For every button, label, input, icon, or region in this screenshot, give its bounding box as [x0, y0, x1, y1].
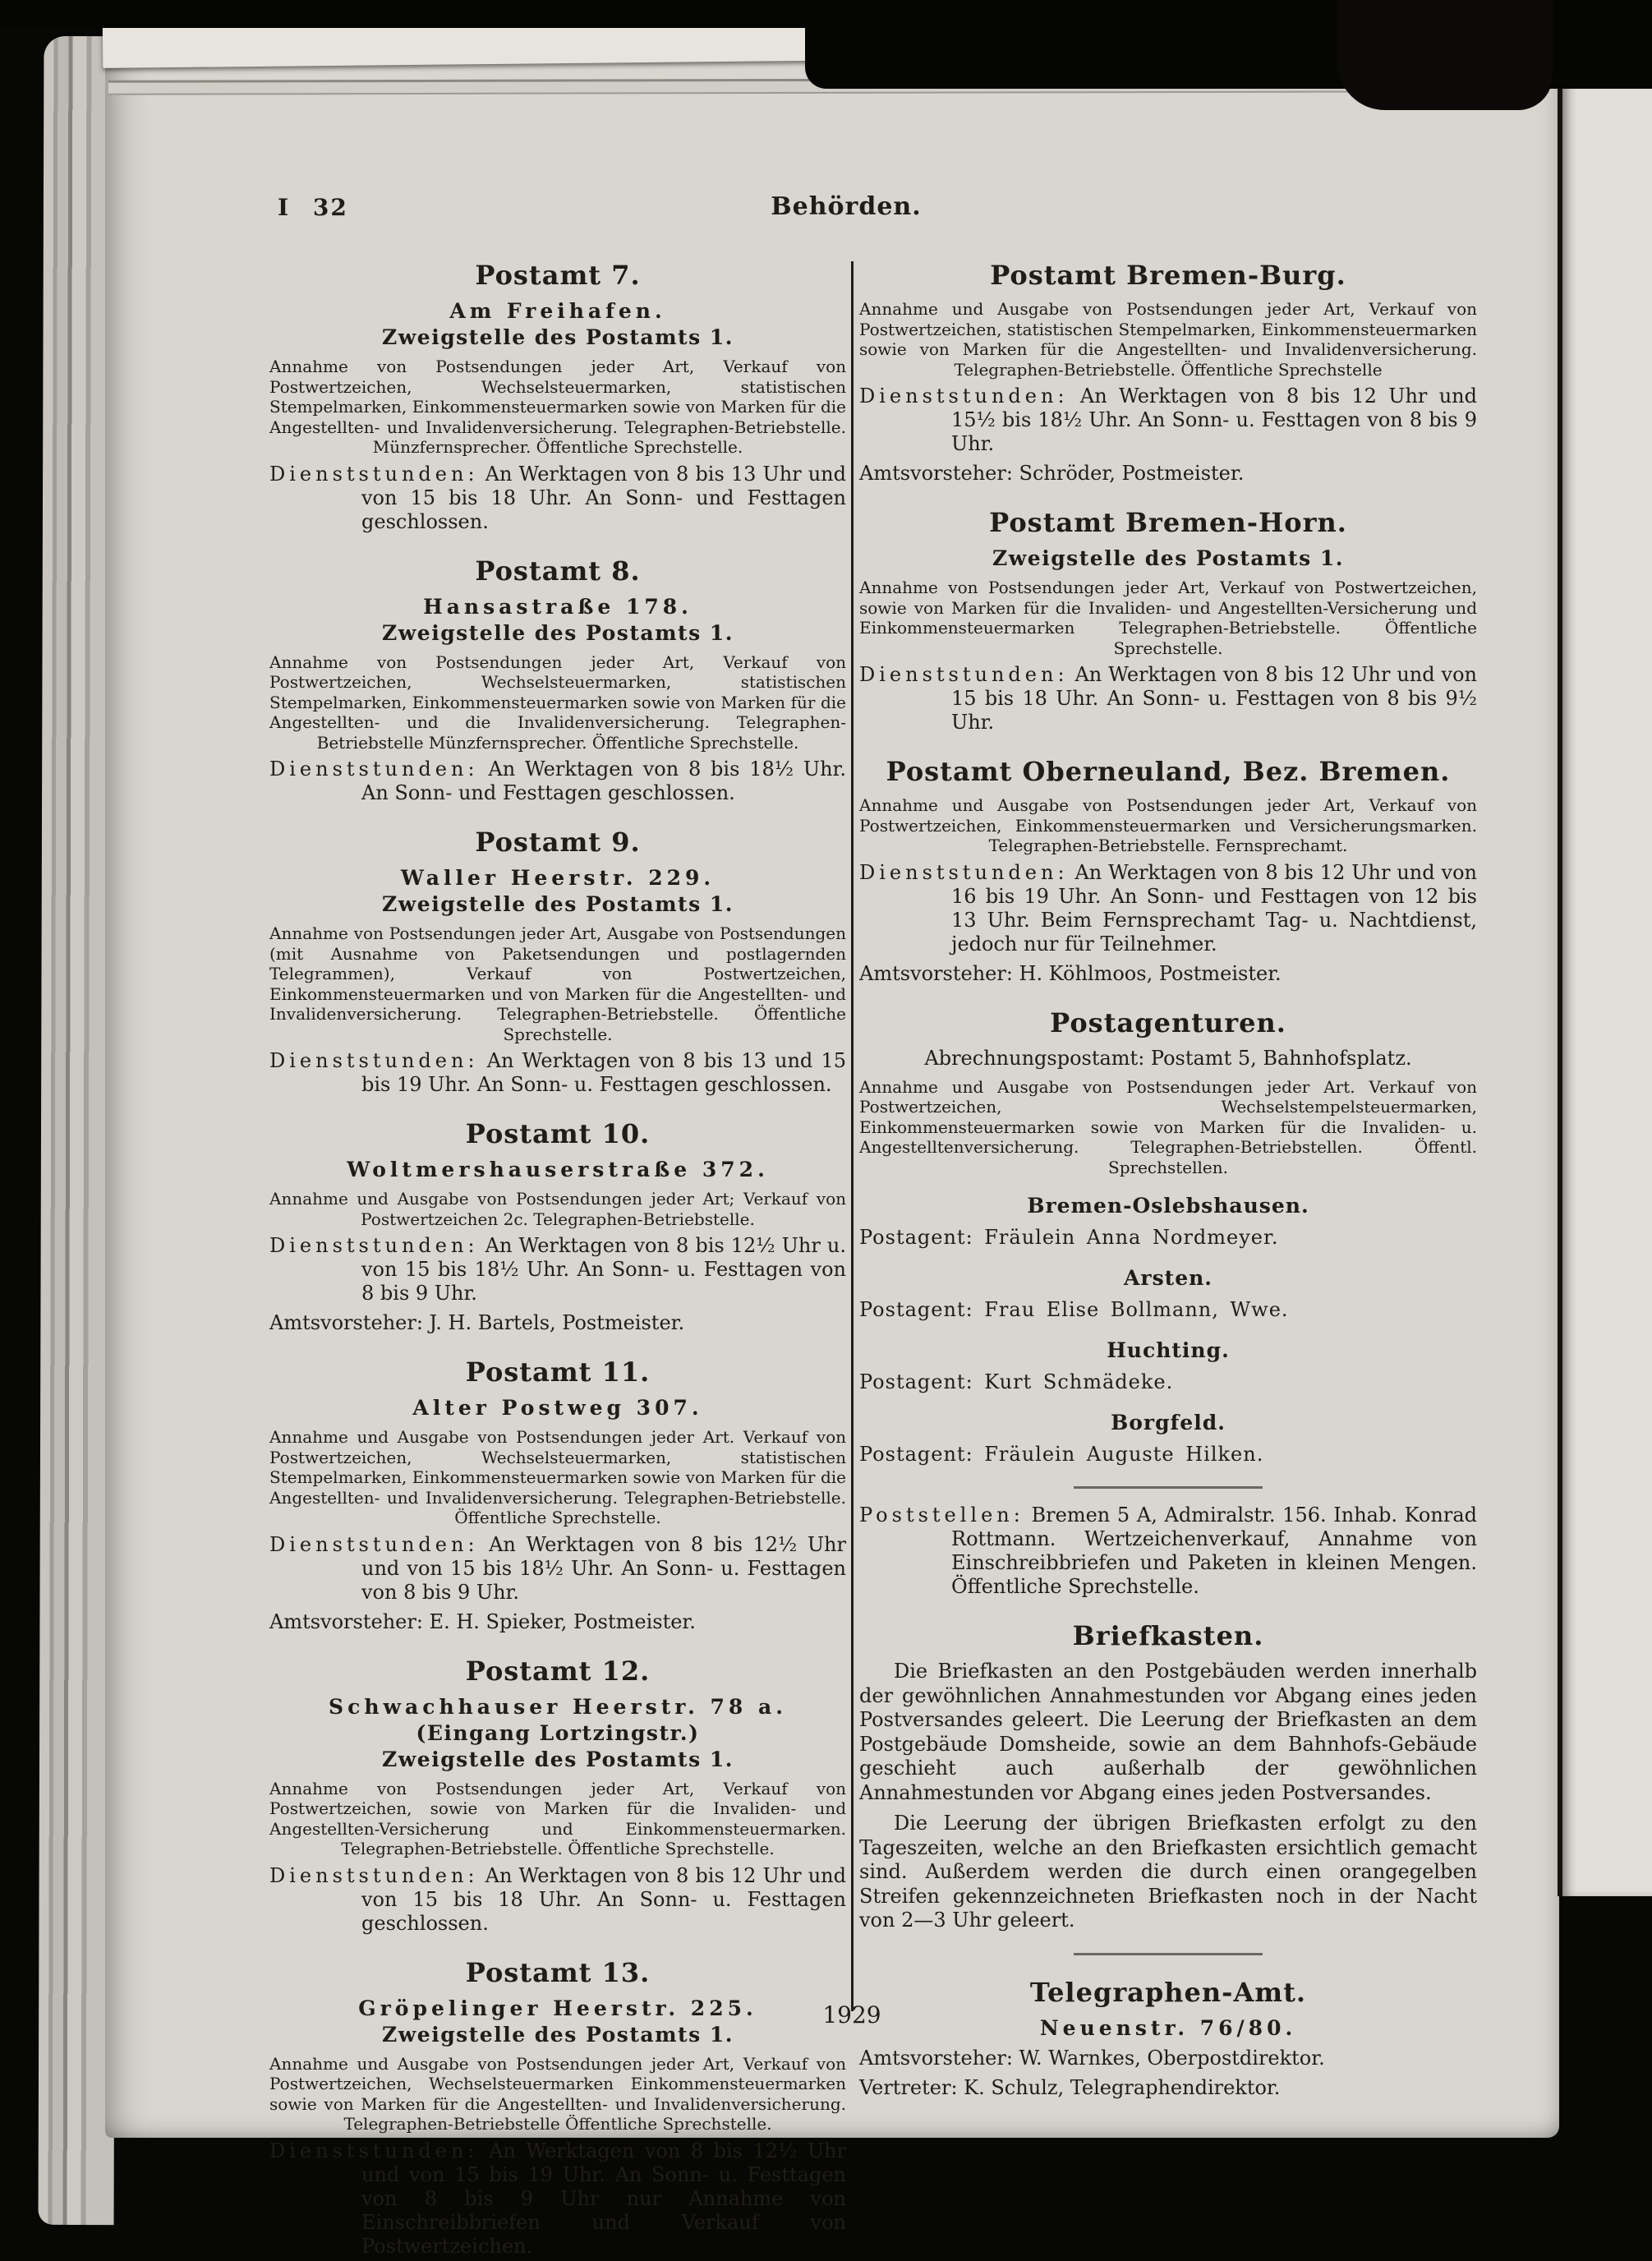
section-heading: Postamt Bremen-Burg. [990, 260, 1346, 291]
service-description: Annahme und Ausgabe von Postsendungen jeder Art, Verkauf von Postwertzeichen, Einkommensteuermarken und Versicherungsmarken. Telegraphen-Betriebstelle. Fernsprechamt. [859, 795, 1477, 855]
hours-text: An Werktagen von 8 bis 13 Uhr und von 15 bis 18 Uhr. An Sonn- und Festtagen geschlossen. [361, 462, 846, 533]
address-line: Neuenstr. 76/80. [1039, 2015, 1297, 2040]
locality-heading: Bremen-Oslebshausen. [1027, 1194, 1309, 1218]
service-description: Annahme und Ausgabe von Postsendungen jeder Art; Verkauf von Postwertzeichen 2c. Telegraphen-Betriebstelle. [269, 1189, 846, 1229]
section-rule [1074, 1953, 1263, 1955]
facing-page-edge [1558, 46, 1652, 1896]
hours-text: An Werktagen von 8 bis 12½ Uhr und von 15 bis 19 Uhr. An Sonn- u. Festtagen von 8 bis 9 Uhr nur Annahme von Einschreibbriefen und Verkauf von Postwertzeichen. [361, 2139, 846, 2258]
postagent-line: Postagent: Fräulein Auguste Hilken. [859, 1443, 1264, 1466]
hours-text: An Werktagen von 8 bis 12½ Uhr u. von 15 bis 18½ Uhr. An Sonn- u. Festtagen von 8 bis 9 Uhr. [361, 1234, 846, 1305]
hours-text: An Werktagen von 8 bis 12 Uhr und von 16 bis 19 Uhr. An Sonn- und Festtagen von 12 bis 13 Uhr. Beim Fernsprechamt Tag- u. Nachtdienst, jedoch nur für Teilnehmer. [951, 860, 1477, 956]
hours-text: An Werktagen von 8 bis 12 Uhr und 15½ bis 18½ Uhr. An Sonn- u. Festtagen von 8 bis 9 Uhr. [951, 385, 1477, 455]
section-heading: Postamt 7. [475, 260, 641, 291]
hours-label: Dienststunden: [269, 1234, 479, 1257]
section-heading: Postamt 12. [465, 1655, 651, 1687]
postagent-line: Postagent: Fräulein Anna Nordmeyer. [859, 1226, 1279, 1249]
hours-text: An Werktagen von 8 bis 18½ Uhr. An Sonn- und Festtagen geschlossen. [361, 758, 846, 804]
section-heading: Postamt 9. [475, 827, 641, 858]
body-paragraph: Die Leerung der übrigen Briefkasten erfolgt zu den Tageszeiten, welche an den Briefkasten ersichtlich gemacht sind. Außerdem werden die durch einen orangegelben Streifen gekennzeichneten Briefkasten noch in der Nacht von 2—3 Uhr geleert. [859, 1812, 1477, 1932]
branch-note: (Eingang Lortzingstr.) [416, 1720, 700, 1745]
service-hours [859, 385, 1477, 456]
service-description: Annahme von Postsendungen jeder Art, Verkauf von Postwertzeichen, Wechselsteuermarken, statistischen Stempelmarken, Einkommensteuermarken sowie von Marken für die Angestellten- und Invalidenversicherung. Telegraphen-Betriebstelle. Münzfernsprecher. Öffentliche Sprechstelle. [269, 357, 846, 457]
hours-text: Bremen 5 A, Admiralstr. 156. Inhab. Konrad Rottmann. Wertzeichenverkauf, Annahme von Einschreibbriefen und Paketen in kleinen Mengen. Öffentliche Sprechstelle. [951, 1503, 1477, 1598]
address-line: Alter Postweg 307. [412, 1396, 703, 1420]
section-heading: Postamt 8. [475, 555, 641, 587]
service-hours [269, 463, 846, 534]
folio-number: I 32 [278, 194, 348, 221]
branch-note: Zweigstelle des Postamts 1. [382, 620, 734, 645]
service-hours [859, 861, 1477, 956]
hours-label: Dienststunden: [269, 758, 479, 781]
service-description: Annahme von Postsendungen jeder Art, Ausgabe von Postsendungen (mit Ausnahme von Paketsendungen und postlagernden Telegrammen), Verkauf von Postwertzeichen, Einkommensteuermarken und von Marken für die Angestellten- und Invalidenversicherung. Telegraphen-Betriebstelle. Öffentliche Sprechstelle. [269, 923, 846, 1044]
branch-note: Zweigstelle des Postamts 1. [382, 325, 734, 349]
service-description: Annahme und Ausgabe von Postsendungen jeder Art. Verkauf von Postwertzeichen, Wechselsteuermarken, statistischen Stempelmarken, Einkommensteuermarken sowie von Marken für die Angestellten- und Invalidenversicherung. Telegraphen-Betriebstelle. Öffentliche Sprechstelle. [269, 1427, 846, 1527]
service-hours [269, 1234, 846, 1305]
official-line: Amtsvorsteher: H. Köhlmoos, Postmeister. [859, 961, 1282, 985]
branch-note: Zweigstelle des Postamts 1. [382, 892, 734, 916]
column-divider-rule [851, 261, 854, 2011]
running-header: Behörden. [771, 192, 922, 221]
locality-heading: Borgfeld. [1111, 1411, 1226, 1434]
hours-label: Dienststunden: [269, 1532, 479, 1556]
postagent-line: Postagent: Kurt Schmädeke. [859, 1370, 1174, 1393]
service-description: Annahme von Postsendungen jeder Art, Verkauf von Postwertzeichen, sowie von Marken für die Invaliden- und Angestellten-Versicherung und Einkommensteuermarken Telegraphen-Betriebstelle. Öffentliche Sprechstelle. [859, 578, 1477, 658]
hours-label: Dienststunden: [269, 1049, 479, 1072]
page-number: 1929 [822, 2001, 881, 2028]
section-heading: Telegraphen-Amt. [1029, 1976, 1307, 2008]
hours-label: Dienststunden: [269, 1863, 479, 1887]
address-line: Hansastraße 178. [423, 594, 693, 619]
official-line: Amtsvorsteher: E. H. Spieker, Postmeister. [269, 1609, 696, 1633]
section-heading: Postamt 11. [465, 1356, 651, 1388]
section-heading: Postagenturen. [1050, 1006, 1286, 1038]
address-line: Schwachhauser Heerstr. 78 a. [329, 1694, 787, 1719]
service-hours [859, 1503, 1477, 1599]
hours-label: Dienststunden: [269, 462, 479, 486]
right-column [859, 256, 1477, 2100]
official-line: Amtsvorsteher: J. H. Bartels, Postmeister. [269, 1311, 685, 1334]
address-line: Woltmershauserstraße 372. [347, 1158, 769, 1181]
address-line: Am Freihafen. [449, 299, 666, 323]
hours-text: An Werktagen von 8 bis 12 Uhr und von 15 bis 18 Uhr. An Sonn- u. Festtagen von 8 bis 9½ Uhr. [951, 663, 1477, 734]
section-rule [1074, 1486, 1263, 1489]
service-hours [269, 1049, 846, 1097]
binder-shadow [1337, 0, 1553, 110]
hours-label: Dienststunden: [859, 385, 1069, 408]
hours-label: Dienststunden: [269, 2139, 479, 2162]
branch-note: Zweigstelle des Postamts 1. [382, 2022, 734, 2047]
service-description: Annahme und Ausgabe von Postsendungen jeder Art, Verkauf von Postwertzeichen, statistischen Stempelmarken, Einkommensteuermarken sowie von Marken für die Angestellten- und Invalidenversicherung. Telegraphen-Betriebstelle. Öffentliche Sprechstelle [859, 299, 1477, 380]
section-heading: Postamt Bremen-Horn. [989, 507, 1347, 538]
official-line: Amtsvorsteher: W. Warnkes, Oberpostdirektor. [859, 2046, 1325, 2070]
official-line: Vertreter: K. Schulz, Telegraphendirektor. [859, 2075, 1281, 2099]
section-heading: Briefkasten. [1072, 1620, 1264, 1651]
service-description: Annahme von Postsendungen jeder Art, Verkauf von Postwertzeichen, sowie von Marken für die Invaliden- und Angestellten-Versicherung und Einkommensteuermarken. Telegraphen-Betriebstelle. Öffentliche Sprechstelle. [269, 1778, 846, 1858]
locality-heading: Huchting. [1107, 1338, 1230, 1362]
body-paragraph: Die Briefkasten an den Postgebäuden werden innerhalb der gewöhnlichen Annahmestunden vor Abgang eines jeden Postversandes geleert. Die Leerung der Briefkasten an dem Postgebäude Domsheide, sowie an dem Bahnhofs-Gebäude geschieht auch außerhalb der gewöhnlichen Annahmestunden vor Abgang eines jeden Postversandes. [859, 1660, 1477, 1804]
left-column [269, 256, 846, 2259]
branch-note: Zweigstelle des Postamts 1. [992, 546, 1344, 570]
hours-label: Dienststunden: [859, 663, 1069, 686]
service-hours [269, 2139, 846, 2259]
section-heading: Postamt 13. [465, 1956, 651, 1988]
locality-heading: Arsten. [1124, 1266, 1213, 1290]
service-description: Annahme von Postsendungen jeder Art, Verkauf von Postwertzeichen, Wechselsteuermarken, statistischen Stempelmarken, Einkommensteuermarken sowie von Marken für die Angestellten- und die Invalidenversicherung. Telegraphen-Betriebstelle Münzfernsprecher. Öffentliche Sprechstelle. [269, 652, 846, 753]
postagent-line: Postagent: Frau Elise Bollmann, Wwe. [859, 1298, 1289, 1321]
settlement-office-line: Abrechnungspostamt: Postamt 5, Bahnhofsplatz. [924, 1046, 1412, 1070]
hours-text: An Werktagen von 8 bis 12 Uhr und von 15 bis 18 Uhr. An Sonn- u. Festtagen geschlossen. [361, 1863, 846, 1935]
section-heading: Postamt Oberneuland, Bez. Bremen. [886, 756, 1451, 787]
branch-note: Zweigstelle des Postamts 1. [382, 1747, 734, 1771]
hours-text: An Werktagen von 8 bis 12½ Uhr und von 15 bis 18½ Uhr. An Sonn- u. Festtagen von 8 bis 9 Uhr. [361, 1532, 846, 1604]
service-description: Annahme und Ausgabe von Postsendungen jeder Art. Verkauf von Postwertzeichen, Wechselstempelsteuermarken, Einkommensteuermarken sowie von Marken für die Invaliden- u. Angestelltenversicherung. Telegraphen-Betriebstellen. Öffentl. Sprechstellen. [859, 1076, 1477, 1177]
service-hours [269, 1864, 846, 1936]
section-heading: Postamt 10. [465, 1118, 651, 1149]
service-hours [269, 1533, 846, 1605]
address-line: Gröpelinger Heerstr. 225. [358, 1996, 757, 2020]
hours-label: Dienststunden: [859, 860, 1069, 884]
hours-label: Poststellen: [859, 1503, 1024, 1527]
service-hours [269, 758, 846, 805]
hours-text: An Werktagen von 8 bis 13 und 15 bis 19 Uhr. An Sonn- u. Festtagen geschlossen. [361, 1049, 846, 1096]
service-hours [859, 663, 1477, 734]
address-line: Waller Heerstr. 229. [400, 866, 716, 890]
service-description: Annahme und Ausgabe von Postsendungen jeder Art, Verkauf von Postwertzeichen, Wechselsteuermarken Einkommensteuermarken sowie von Marken für die Angestellten- und Invalidenversicherung. Telegraphen-Betriebstelle Öffentliche Sprechstelle. [269, 2053, 846, 2134]
official-line: Amtsvorsteher: Schröder, Postmeister. [859, 462, 1245, 485]
